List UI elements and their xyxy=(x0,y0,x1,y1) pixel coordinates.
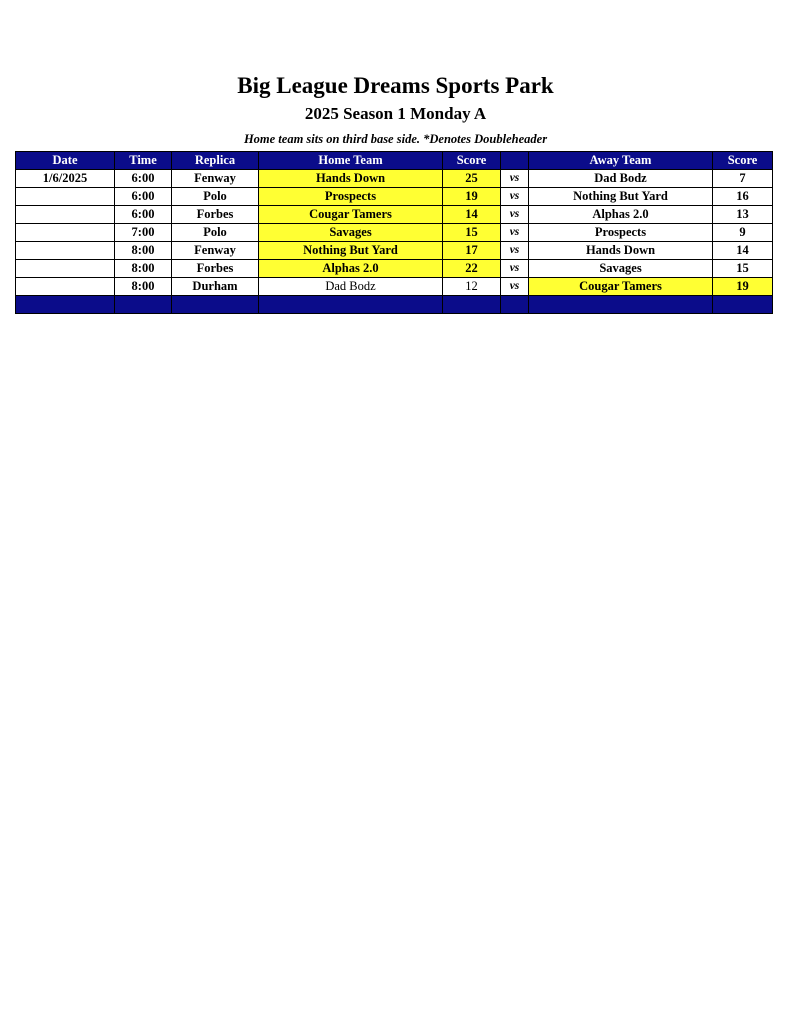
col-vs xyxy=(501,152,529,170)
col-home-team: Home Team xyxy=(259,152,443,170)
game-time: 8:00 xyxy=(115,260,172,278)
vs-label: vs xyxy=(501,278,529,296)
vs-label: vs xyxy=(501,242,529,260)
away-team: Savages xyxy=(529,260,713,278)
footer-cell xyxy=(172,296,259,314)
home-team: Prospects xyxy=(259,188,443,206)
game-date xyxy=(16,278,115,296)
table-row xyxy=(16,170,773,188)
footer-cell xyxy=(713,296,773,314)
footer-cell xyxy=(501,296,529,314)
home-team-note: Home team sits on third base side. *Denotes Doubleheader xyxy=(243,132,548,146)
game-replica: Polo xyxy=(172,188,259,206)
table-row xyxy=(16,206,773,224)
vs-label: vs xyxy=(501,188,529,206)
vs-label: vs xyxy=(501,206,529,224)
footer-cell xyxy=(16,296,115,314)
footer-cell xyxy=(529,296,713,314)
game-date xyxy=(16,260,115,278)
col-time: Time xyxy=(115,152,172,170)
col-replica: Replica xyxy=(172,152,259,170)
away-team: Alphas 2.0 xyxy=(529,206,713,224)
home-team: Cougar Tamers xyxy=(259,206,443,224)
game-replica: Forbes xyxy=(172,260,259,278)
home-score: 25 xyxy=(443,170,501,188)
home-team: Dad Bodz xyxy=(259,278,443,296)
table-row xyxy=(16,242,773,260)
footer-row xyxy=(16,296,773,314)
game-date: 1/6/2025 xyxy=(16,170,115,188)
home-team: Nothing But Yard xyxy=(259,242,443,260)
table-row xyxy=(16,188,773,206)
home-team: Savages xyxy=(259,224,443,242)
game-replica: Forbes xyxy=(172,206,259,224)
home-score: 22 xyxy=(443,260,501,278)
home-score: 14 xyxy=(443,206,501,224)
game-time: 8:00 xyxy=(115,242,172,260)
season-subtitle: 2025 Season 1 Monday A xyxy=(304,104,487,123)
col-away-team: Away Team xyxy=(529,152,713,170)
away-score: 15 xyxy=(713,260,773,278)
game-date xyxy=(16,224,115,242)
vs-label: vs xyxy=(501,170,529,188)
home-score: 15 xyxy=(443,224,501,242)
away-score: 14 xyxy=(713,242,773,260)
game-time: 6:00 xyxy=(115,188,172,206)
footer-cell xyxy=(115,296,172,314)
schedule-table xyxy=(15,151,773,314)
table-row xyxy=(16,260,773,278)
home-team: Hands Down xyxy=(259,170,443,188)
table-row xyxy=(16,224,773,242)
col-away-score: Score xyxy=(713,152,773,170)
table-row xyxy=(16,278,773,296)
home-score: 17 xyxy=(443,242,501,260)
header-row xyxy=(16,152,773,170)
game-replica: Fenway xyxy=(172,242,259,260)
game-date xyxy=(16,206,115,224)
page-title: Big League Dreams Sports Park xyxy=(237,73,554,98)
home-team: Alphas 2.0 xyxy=(259,260,443,278)
game-replica: Fenway xyxy=(172,170,259,188)
away-team: Cougar Tamers xyxy=(529,278,713,296)
game-time: 6:00 xyxy=(115,170,172,188)
away-score: 16 xyxy=(713,188,773,206)
footer-cell xyxy=(443,296,501,314)
home-score: 12 xyxy=(443,278,501,296)
away-score: 9 xyxy=(713,224,773,242)
col-date: Date xyxy=(16,152,115,170)
vs-label: vs xyxy=(501,260,529,278)
home-score: 19 xyxy=(443,188,501,206)
away-score: 7 xyxy=(713,170,773,188)
away-team: Dad Bodz xyxy=(529,170,713,188)
game-replica: Polo xyxy=(172,224,259,242)
away-score: 19 xyxy=(713,278,773,296)
away-score: 13 xyxy=(713,206,773,224)
away-team: Prospects xyxy=(529,224,713,242)
game-date xyxy=(16,188,115,206)
away-team: Nothing But Yard xyxy=(529,188,713,206)
footer-cell xyxy=(259,296,443,314)
game-time: 8:00 xyxy=(115,278,172,296)
vs-label: vs xyxy=(501,224,529,242)
game-replica: Durham xyxy=(172,278,259,296)
away-team: Hands Down xyxy=(529,242,713,260)
game-time: 7:00 xyxy=(115,224,172,242)
game-date xyxy=(16,242,115,260)
game-time: 6:00 xyxy=(115,206,172,224)
col-home-score: Score xyxy=(443,152,501,170)
